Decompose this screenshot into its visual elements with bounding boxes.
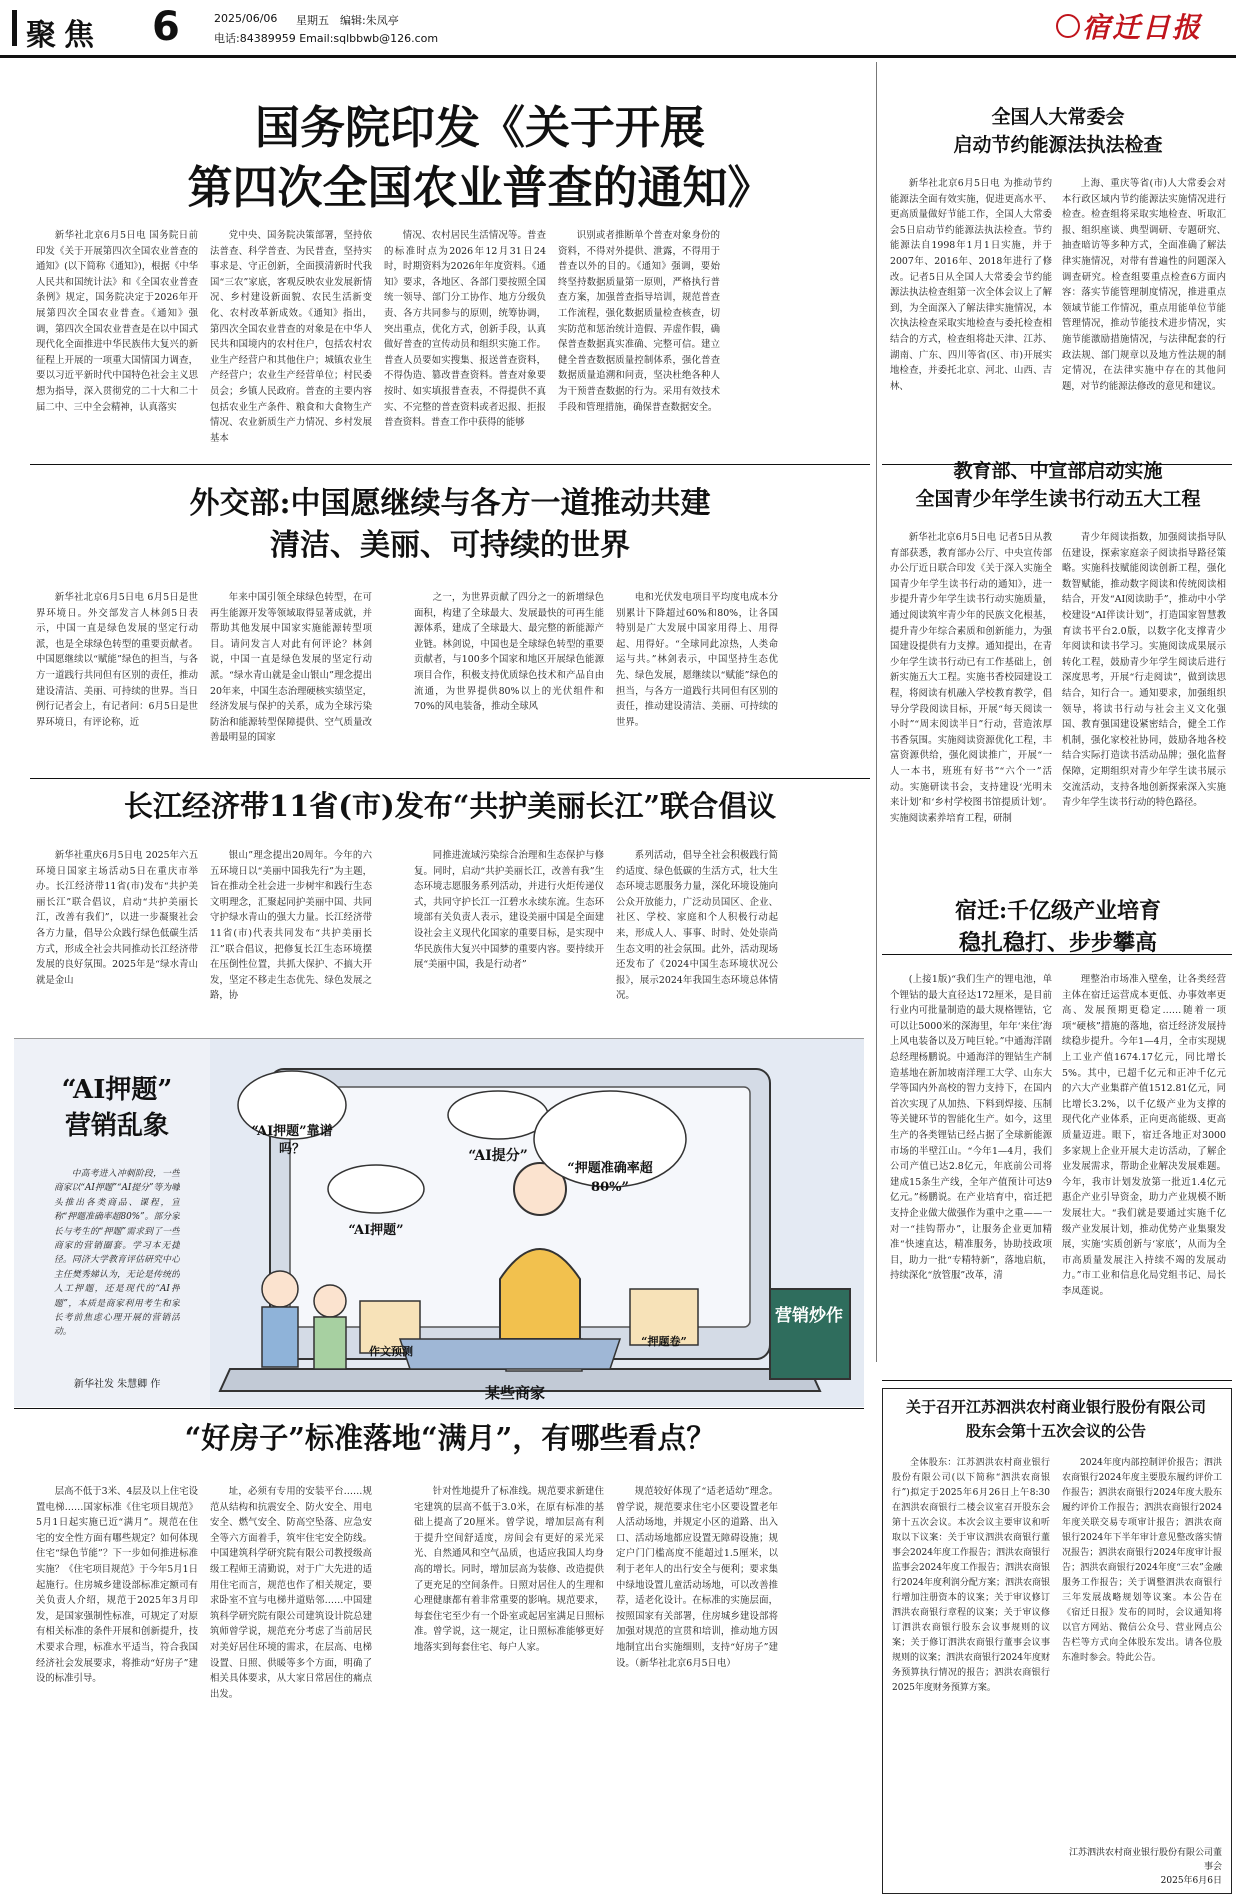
rule-a1-bottom [30, 464, 870, 465]
cartoon-description [54, 1167, 180, 1365]
cartoon-title-2: 营销乱象 [64, 1111, 169, 1141]
a3-col-1 [36, 590, 198, 772]
box-label-essay: 作文预测 [369, 1345, 413, 1358]
a8-paragraph-1: 全体股东：江苏泗洪农村商业银行股份有限公司(以下简称“泗洪农商银行”)拟定于2025年6月26日上午8:30在泗洪农商银行二楼会议室召开股东会第十五次会议。本次会议主要审议和听取以下议案：关于审议泗洪农商银行董事会2024年度工作报告；泗洪农商银行监事会2024年度工作报告；泗洪农商银行2024年度利润分配方案；泗洪农商银行增加注册资本的议案；关于审议修订泗洪农商银行章程的议案；关于审议修订泗洪农商银行股东会议事规则的议案；关于修订泗洪农商银行董事会议事规则的议案；泗洪农商银行2024年度财务预算执行情况的报告；泗洪农商银行2025年度财务预算方案。 [892, 1458, 1050, 1693]
a4-title-1: 教育部、中宣部启动实施 [953, 460, 1163, 482]
a8-title-1: 关于召开江苏泗洪农村商业银行股份有限公司 [905, 1398, 1206, 1416]
a5-col-4 [616, 848, 778, 1030]
header-date: 2025/06/06 [214, 12, 278, 25]
a7-paragraph-3: 针对性地提升了标准线。规范要求新建住宅建筑的层高不低于3.0米，在原有标准的基础上提高了20厘米。曾学说，增加层高有利于提升空间舒适度，房间会有更好的采光采光、自然通风和空气品质，也适应我国人均身高的增长。同时，增加层高为装修、改造提供了更充足的空间条件。日照对居住人的生理和心理健康都有着非常重要的影响。规范要求，每套住宅至少有一个卧室或起居室满足日照标准。曾学说，这一规定，让日照标准能够更好地落实到每套住宅、每户人家。 [414, 1486, 604, 1653]
a3-paragraph-4: 电和光伏发电项目平均度电成本分别累计下降超过60%和80%，让各国特别是广大发展中国家用得上、用得起、用得好。“全球同此凉热，人类命运与共。”林剑表示，中国坚持生态优先、绿色发展，愿继续以“赋能”绿色的担当，与各方一道践行共同但有区别的责任，推动建设清洁、美丽、可持续的世界。 [616, 592, 778, 728]
header-contact: 电话:84389959 Email:sqlbbwb@126.com [214, 32, 439, 45]
cartoon-credit: 新华社发 朱慧卿 作 [74, 1379, 161, 1390]
cartoon-description-text: 中高考进入冲刺阶段，一些商家以“AI押题”“AI提分”等为噱头推出各类商品、课程，宣称“押题准确率超80%”。部分家长与考生的“押题”需求到了一些商家的营销圈套。学习本无捷径。同济大学教育评估研究中心主任樊秀娣认为，无论是传统的人工押题，还是现代的“AI押题”，本质是商家利用考生和家长考前焦虑心理开展的营销活动。 [54, 1169, 180, 1338]
bubble-4: “押题准确率超80%” [567, 1161, 653, 1195]
box-label-paper: “押题卷” [641, 1335, 687, 1348]
a1-paragraph-3: 情况、农村居民生活情况等。普查的标准时点为2026年12月31日24时，时期资料为2026年年度资料。《通知》要求，各地区、各部门要按照全国统一领导、部门分工协作、地方分级负责、各方共同参与的原则，统筹协调，突出重点，优化方式，创新手段，认真做好普查的宣传动员和组织实施工作。普查人员要如实搜集、报送普查资料，不得伪造、篡改普查资料。普查对象要按时、如实填报普查表，不得提供不真实、不完整的普查资料或者迟报、拒报普查资料。普查工作中获得的能够 [384, 230, 546, 429]
a3-col-4 [616, 590, 778, 772]
page-number: 6 [152, 4, 180, 50]
a5-col-2 [210, 848, 372, 1030]
a7-col-2 [210, 1484, 372, 1888]
a6-col-1 [890, 972, 1052, 1372]
bubble-1: “AI押题”靠谱吗？ [251, 1124, 333, 1157]
a7-paragraph-2: 址，必须有专用的安装平台……规范从结构和抗震安全、防火安全、用电安全、燃气安全、防高空坠落、应急安全等六方面着手，筑牢住宅安全防线。中国建筑科学研究院有限公司教授级高级工程师王清勤说，对于广大先进的适用住宅而言，规范也作了相关规定，要求卧室不宜与电梯井道贴邻……中国建筑科学研究院有限公司建筑设计院总建筑师曾学说，规范充分考虑了当前居民对美好居住环境的需求，在层高、电梯设置、日照、供暖等多个方面，明确了相关具体要求，从大家日常居住的痛点出发。 [210, 1486, 372, 1700]
masthead: 宿迁日报 [1082, 11, 1203, 44]
a5-title: 长江经济带11省(市)发布“共护美丽长江”联合倡议 [123, 789, 777, 823]
rule-a6-bottom [882, 1380, 1232, 1381]
a2-title-1: 全国人大常委会 [991, 106, 1125, 128]
a1-col-3 [384, 228, 546, 460]
cartoon-banner: 某些商家 [484, 1384, 545, 1402]
a3-col-3 [414, 590, 604, 772]
a6-paragraph-2: 理整治市场准入壁垒，让各类经营主体在宿迁运营成本更低、办事效率更高、发展预期更稳定……随着一项项“硬核”措施的落地，宿迁经济发展持续稳步提升。今年1—4月，全市实现规上工业产值1674.17亿元，同比增长5%。其中，已超千亿元和正冲千亿元的六大产业集群产值1512.81亿元，同比增长3.2%，以千亿级产业为支撑的现代化产业体系，正向更高能级、更高质量迈进。眼下，宿迁各地正对3000多家规上企业开展大走访活动，了解企业发展需求，帮助企业解决发展难题。今年，我市计划发放第一批近1.4亿元惠企产业引导资金，助力产业规模不断发展壮大。“我们就是要通过实施千亿级产业发展计划，推动优势产业集聚发展，实施‘实质创新与‘家底’，从而为全市高质量发展注入持续不竭的发展动力。”市工业和信息化局党组书记、局长李凤莲说。 [1062, 974, 1226, 1297]
masthead-mark [1056, 14, 1080, 38]
cartoon-illustration [210, 1039, 864, 1407]
a2-col-2 [1062, 176, 1226, 459]
section-name: 聚焦 [26, 18, 102, 53]
a1-col-1 [36, 228, 198, 460]
a6-paragraph-1: (上接1版)“我们生产的锂电池，单个锂钴的最大直径达172厘米，是目前行业内可批量制造的最大规格锂钴，它可以让5000米的深海里，年年‘来住’海上风电装备以及万吨巨轮。”中通海洋剧总经理杨鹏说。中通海洋的锂钴生产制造基地在新加坡南洋理工大学、山东大学等国内外高校的智力支持下，在国内首次实现了从加热、下料到焊接、压制等关键环节的智能化生产。如今，这里生产的各类锂钴已经占据了全球新能源市场的半壁江山。“今年1—4月，我们公司产值已达2.8亿元，年底前公司将建成15条生产线，全年产值预计可达9亿元。”杨鹏说。在产业培育中，宿迁把支持企业做大做强作为重中之重——一对一“挂钩帮办”，让服务企业更加精准“快速直达，精准服务，协助技政项目，助力一批“专精特新”，落地启航，持续深化“放管服”改革，清 [890, 974, 1052, 1282]
a7-col-3 [414, 1484, 604, 1888]
bubble-2-shape [328, 1165, 424, 1213]
a1-title-2: 第四次全国农业普查的通知》 [187, 161, 773, 214]
a5-paragraph-3: 同推进流域污染综合治理和生态保护与修复。同时，启动“共护美丽长江，改善有我”生态环境志愿服务系列活动，并进行火炬传递仪式，共同守护长江一江碧水永续东流。生态环境部有关负责人表示，建设美丽中国是全面建设社会主义现代化国家的重要目标，是实现中华民族伟大复兴中国梦的重要内容。要持续开展“美丽中国，我是行动者” [414, 850, 604, 971]
a1-paragraph-4: 识别或者推断单个普查对象身份的资料，不得对外提供、泄露，不得用于普查以外的目的。《通知》强调，要始终坚持数据质量第一原则，严格执行普查方案，加强普查指导培训，规范普查工作流程，强化数据质量检查核查，切实防范和惩治统计造假、弄虚作假，确保普查数据真实准确、完整可信。建立健全普查数据质量控制体系，强化普查数据质量追溯和问责，坚决杜绝各种人为干预普查数据的行为。采用有效技术手段和管理措施，确保普查数据安全。 [558, 230, 720, 413]
a7-col-4 [616, 1484, 778, 1888]
a8-date: 2025年6月6日 [1160, 1876, 1222, 1886]
cartoon-title-1: “AI押题” [61, 1075, 173, 1105]
a7-title: “好房子”标准落地“满月”，有哪些看点？ [184, 1421, 716, 1455]
a2-paragraph-1: 新华社北京6月5日电 为推动节约能源法全面有效实施，促进更高水平、更高质量做好节能工作，全国人大常委会5日启动节约能源法执法检查。节约能源法自1998年1月1日实施，并于2007年、2016年、2018年进行了修改。记者5日从全国人大常委会节约能源法执法检查组第一次全体会议上了解到，为全面深入了解法律实施情况，本次执法检查采取实地检查与委托检查相结合的方式，检查组将赴天津、江苏、湖南、广东、四川等省(区、市)开展实地检查，并委托北京、河北、山西、吉林、 [890, 178, 1052, 392]
a4-title-2: 全国青少年学生读书行动五大工程 [915, 488, 1201, 510]
bubble-3-shape [448, 1091, 548, 1139]
a4-col-1 [890, 530, 1052, 948]
rule-cartoon-bottom [14, 1408, 864, 1409]
a2-title-2: 启动节约能源法执法检查 [953, 134, 1163, 156]
a5-paragraph-2: 银山”理念提出20周年。今年的六五环境日以“美丽中国我先行”为主题，旨在推动全社会进一步树牢和践行生态文明理念，汇聚起同护美丽中国、共同守护绿水青山的强大力量。长江经济带11省(市)代表共同发布“共护美丽长江”联合倡议，把修复长江生态环境摆在压倒性位置，共抓大保护、不搞大开发，坚定不移走生态优先、绿色发展之路，协 [210, 850, 372, 1002]
a3-paragraph-2: 年来中国引领全球绿色转型，在可再生能源开发等领域取得显著成就，并帮助其他发展中国家实施能源转型项目。请问发言人对此有何评论？林剑说，中国一直是绿色发展的坚定行动派。“绿水青山就是金山银山”理念提出20年来，中国生态治理硬核实绩坚定，经济发展与保护的关系，成为全球污染防治和能源转型保障提供、空气质量改善最明显的国家 [210, 592, 372, 744]
a1-col-2 [210, 228, 372, 460]
header [0, 0, 1236, 62]
a6-title-1: 宿迁:千亿级产业培育 [954, 898, 1162, 924]
header-editor: 编辑:朱凤亭 [340, 14, 399, 27]
a4-col-2 [1062, 530, 1226, 948]
a8-col-1 [892, 1456, 1050, 1884]
a8-signature: 江苏泗洪农村商业银行股份有限公司董事会 [1068, 1848, 1222, 1872]
a1-col-4 [558, 228, 720, 460]
a8-title-2: 股东会第十五次会议的公告 [965, 1422, 1146, 1440]
a1-paragraph-2: 党中央、国务院决策部署，坚持依法普查、科学普查、为民普查，坚持实事求是、守正创新，全面摸清新时代我国“三农”家底，客观反映农业发展新情况、乡村建设新面貌、农民生活新变化、农村改革新成效。《通知》指出，第四次全国农业普查的对象是在中华人民共和国境内的农村住户，包括农村农业生产经营户和其他住户；城镇农业生产经营户；农业生产经营单位；村民委员会；乡镇人民政府。普查的主要内容包括农业生产条件、粮食和大食物生产情况、农业新质生产力情况、乡村发展基本 [210, 230, 372, 444]
bubble-3: “AI提分” [468, 1148, 528, 1164]
rule-a3-bottom [30, 778, 870, 779]
a2-col-1 [890, 176, 1052, 459]
cartoon-panel [14, 1038, 864, 1407]
header-weekday: 星期五 [296, 14, 329, 27]
a6-col-2 [1062, 972, 1226, 1372]
a3-paragraph-3: 之一，为世界贡献了四分之一的新增绿色面积，构建了全球最大、发展最快的可再生能源体系，建成了全球最大、最完整的新能源产业链。林剑说，中国也是全球绿色转型的重要贡献者，与100多个国家和地区开展绿色能源项目合作，积极支持优质绿色技术和产品自由流通，为世界提供80%以上的光伏组件和70%的风电装备，推动全球风 [414, 592, 604, 713]
a5-col-1 [36, 848, 198, 1030]
a3-col-2 [210, 590, 372, 772]
a8-paragraph-2: 2024年度内部控制评价报告；泗洪农商银行2024年度主要股东履约评价工作报告；泗洪农商银行2024年度大股东履约评价工作报告；泗洪农商银行2024年度关联交易专项审计报告；泗洪农商银行2024年下半年审计意见整改落实情况报告；泗洪农商银行2024年度审计报告；泗洪农商银行2024年度“三农”金融服务工作报告；关于调整泗洪农商银行三年发展战略规划等议案。本公告在《宿迁日报》发布的同时，会议通知将以官方网站、微信公众号、营业网点公告栏等方式向全体股东发出。请各位股东准时参会。特此公告。 [1062, 1458, 1222, 1663]
a1-title-1: 国务院印发《关于开展 [254, 101, 705, 154]
a5-col-3 [414, 848, 604, 1030]
a1-paragraph-1: 新华社北京6月5日电 国务院日前印发《关于开展第四次全国农业普查的通知》(以下简称《通知》)，根据《中华人民共和国统计法》和《全国农业普查条例》规定，国务院决定于2026年开展第四次全国农业普查。《通知》强调，第四次全国农业普查是在以中国式现代化全面推进中华民族伟大复兴的新征程上开展的一项重大国情国力调查，要以习近平新时代中国特色社会主义思想为指导，深入贯彻党的二十大和二十届二中、三中全会精神，认真落实 [36, 230, 198, 413]
a3-title-2: 清洁、美丽、可持续的世界 [270, 528, 630, 563]
a4-paragraph-1: 新华社北京6月5日电 记者5日从教育部获悉，教育部办公厅、中央宣传部办公厅近日联合印发《关于深入实施全国青少年学生读书行动的通知》，进一步提升青少年学生读书行动实施质量，通过阅读筑牢青少年的民族文化根基，提升青少年综合素质和创新能力，为强国建设提供有力支撑。通知提出，在青少年学生读书行动已有工作基础上，创新实施五大工程。实施书香校园建设工程，将阅读有机融入学校教育教学，倡导分学段阅读目标，开展“每天阅读一小时”“周末阅读半日”行动，营造浓厚书香氛围。实施阅读资源优化工程，丰富资源供给，强化阅读推广，开展“一人一本书，班班有好书”“六个一”活动。实施研读书会，支持建设‘光明未来计划’和‘乡村学校图书馆提质计划’。实施阅读素养培育工程，研制 [890, 532, 1052, 824]
a3-paragraph-1: 新华社北京6月5日电 6月5日是世界环境日。外交部发言人林剑5日表示，中国一直是绿色发展的坚定行动派，也是全球绿色转型的重要贡献者。中国愿继续以“赋能”绿色的担当，与各方一道践行共同但有区别的责任，推动建设清洁、美丽、可持续的世界。当日例行记者会上，有记者问：6月5日是世界环境日，有评论称，近 [36, 592, 198, 728]
a7-paragraph-4: 规范较好体现了“适老适幼”理念。曾学说，规范要求住宅小区要设置老年人活动场地，并规定小区的道路、出入口、活动场地都应设置无障碍设施；规定户门门槛高度不能超过1.5厘米，以利于老年人的出行安全与便利；要求集中绿地设置儿童活动场地，可以改善推荐，适老化设计。在标准的实施层面，按照国家有关部署，住房城乡建设部将加强对规范的宣贯和培训，推动地方因地制宜出台实施细则，支持“好房子”建设。（新华社北京6月5日电） [616, 1486, 778, 1669]
a6-title-2: 稳扎稳打、步步攀高 [958, 930, 1157, 956]
a5-paragraph-4: 系列活动，倡导全社会积极践行简约适度、绿色低碳的生活方式，壮大生态环境志愿服务力量，深化环境设施向公众开放能力，广泛动员国区、企业、社区、学校、家庭和个人积极行动起来，形成人人、事事、时时、处处崇尚生态文明的社会氛围。此外，活动现场还发布了《2024中国生态环境状况公报》，展示2024年我国生态环境总体情况。 [616, 850, 778, 1002]
banner-shape [400, 1339, 620, 1369]
a7-col-1 [36, 1484, 198, 1888]
cartoon-signboard: 营销炒作 [775, 1306, 843, 1326]
right-column-divider [876, 62, 877, 1362]
a7-paragraph-1: 层高不低于3米、4层及以上住宅设置电梯……国家标准《住宅项目规范》5月1日起实施已近“满月”。规范在住宅的安全性方面有哪些规定？如何体现住宅“绿色节能”？下一步如何推进标准实施？《住宅项目规范》于今年5月1日起施行。住房城乡建设部标准定额司有关负责人介绍，规范于2025年3月印发，是国家强制性标准，可规定了对原有相关标准的条件开展和创新提升，技术要求合理，标准水平适当，符合我国经济社会发展要求，将推动“好房子”建设的标准引导。 [36, 1486, 198, 1685]
a2-paragraph-2: 上海、重庆等省(市)人大常委会对本行政区域内节约能源法实施情况进行检查。检查组将采取实地检查、听取汇报、组织座谈、典型调研、专题研究、抽查暗访等多种方式，全面准确了解法律实施情况，对带有普遍性的问题深入调查研究。检查组要重点检查6方面内容：落实节能管理制度情况，推进重点领域节能工作情况，重点用能单位节能管理情况，推动节能技术进步情况，实施节能激励措施情况，与法律配套的行政法规、部门规章以及地方性法规的制定情况，在法律实施中存在的其他问题，对节约能源法修改的意见和建议。 [1062, 178, 1226, 392]
a3-title-1: 外交部:中国愿继续与各方一道推动共建 [189, 486, 711, 521]
header-left-bracket [12, 10, 17, 46]
a4-paragraph-2: 青少年阅读指数，加强阅读指导队伍建设，探索家庭亲子阅读指导路径策略。实施科技赋能阅读创新工程，强化数智赋能，推动数字阅读和传统阅读相结合，开发“AI阅读助手”，推动中小学校建设“AI伴读计划”，打造国家智慧教育读书平台2.0版，以数字化支撑青少年阅读和读书学习。实施阅读成果展示转化工程，鼓励青少年学生阅读后进行深度思考，开展“行走阅读”，做到读思结合，知行合一。通知要求，加强组织领导，将读书行动与社会主义文化强国、教育强国建设紧密结合，健全工作机制，强化家校社协同，鼓励各地各校结合实际打造读书活动品牌；强化监督保障，定期组织对青少年学生读书展示交流活动，支持各地创新探索深入实施青少年学生读书行动的特色路径。 [1062, 532, 1226, 809]
a8-col-2 [1062, 1456, 1222, 1842]
bubble-2: “AI押题” [348, 1223, 404, 1238]
header-rule [0, 55, 1236, 58]
a5-paragraph-1: 新华社重庆6月5日电 2025年六五环境日国家主场活动5日在重庆市举办。长江经济带11省(市)发布“共护美丽长江”联合倡议，启动“共护美丽长江，改善有我们”，以进一步凝聚社会各方力量，倡导公众践行绿色低碳生活方式，形成全社会共同推动长江经济带发展的良好氛围。2025年是“绿水青山就是金山 [36, 850, 198, 986]
